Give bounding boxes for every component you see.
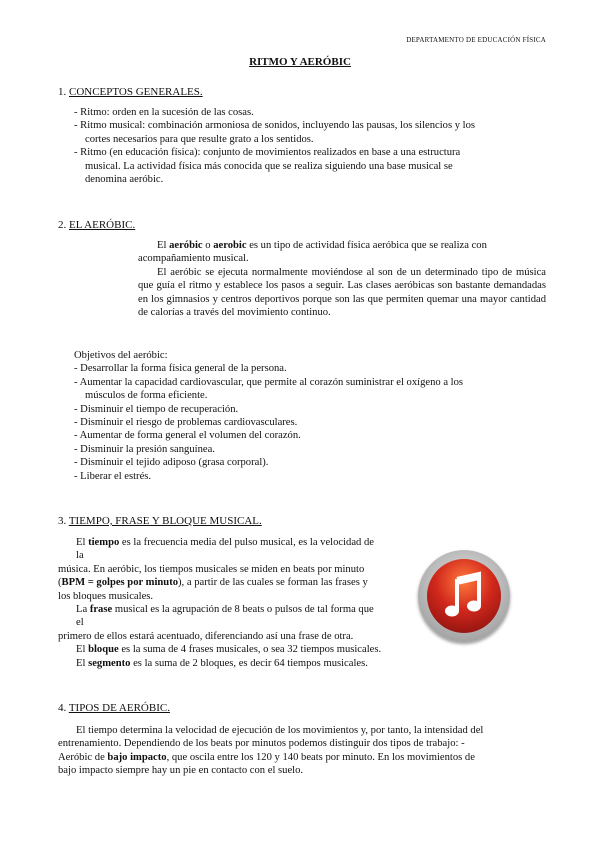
list-item: cortes necesarios para que resulte grato a los sentidos.: [85, 133, 314, 145]
list-item: - Desarrollar la forma física general de la persona.: [74, 363, 287, 375]
paragraph-line: El tiempo determina la velocidad de ejecución de los movimientos y, por tanto, la intensidad del: [76, 725, 484, 736]
section-3-title: TIEMPO, FRASE Y BLOQUE MUSICAL.: [68, 515, 262, 527]
paragraph-line: música. En aeróbic, los tiempos musicales se miden en beats por minuto: [58, 563, 365, 575]
page-header: DEPARTAMENTO DE EDUCACIÓN FÍSICA: [406, 36, 546, 44]
section-3-text-wide: [58, 630, 458, 670]
paragraph-line: El bloque es la suma de 4 frases musicales, o sea 32 tiempos musicales.: [76, 644, 382, 656]
list-item: - Ritmo musical: combinación armoniosa de sonidos, incluyendo las pausas, los silencios y los: [74, 120, 476, 132]
list-item: músculos de forma eficiente.: [85, 390, 208, 402]
paragraph-line: entrenamiento. Dependiendo de los beats por minutos podemos distinguir dos tipos de trabajo: -: [58, 738, 465, 750]
paragraph-line: El tiempo es la frecuencia media del pulso musical, es la velocidad de: [76, 537, 375, 548]
objectives-title: Objetivos del aeróbic:: [74, 350, 168, 361]
list-item: - Aumentar de forma general el volumen del corazón.: [74, 430, 301, 442]
paragraph-line: El segmento es la suma de 2 bloques, es decir 64 tiempos musicales.: [76, 657, 368, 669]
paragraph-line: (BPM = golpes por minuto), a partir de las cuales se forman las frases y: [58, 577, 368, 589]
list-item: - Ritmo (en educación física): conjunto de movimientos realizados en base a una estructura: [74, 147, 461, 159]
section-1-number: 1.: [58, 86, 67, 98]
list-item: - Aumentar la capacidad cardiovascular, que permite al corazón suministrar el oxígeno a los: [74, 376, 464, 388]
list-item: - Ritmo: orden en la sucesión de las cosas.: [74, 107, 254, 118]
section-2-title: EL AERÓBIC.: [69, 219, 136, 231]
list-item: denomina aeróbic.: [85, 174, 164, 186]
list-item: musical. La actividad física más conocida que se realiza siguiendo una base musical se: [85, 160, 453, 172]
section-3-text: [58, 536, 418, 630]
paragraph-line: bajo impacto siempre hay un pie en contacto con el suelo.: [58, 765, 304, 777]
section-4-heading: [58, 702, 170, 714]
section-4-text: [58, 724, 548, 778]
section-3-heading: [58, 515, 262, 527]
section-4-title: TIPOS DE AERÓBIC.: [68, 702, 170, 714]
list-item: - Disminuir el tiempo de recuperación.: [74, 403, 239, 415]
objectives-list: [74, 349, 548, 483]
list-item: - Disminuir la presión sanguínea.: [74, 443, 215, 455]
section-1-heading: [58, 86, 203, 98]
paragraph-line: el: [76, 617, 84, 629]
paragraph-line: los bloques musicales.: [58, 590, 154, 602]
list-item: - Disminuir el tejido adiposo (grasa corporal).: [74, 457, 269, 469]
music-note-icon: [418, 550, 510, 642]
section-2-number: 2.: [58, 219, 67, 231]
section-1-title: CONCEPTOS GENERALES.: [69, 86, 203, 98]
section-1-list: [74, 106, 548, 186]
paragraph-line: acompañamiento musical.: [138, 253, 249, 265]
section-4-number: 4.: [58, 702, 67, 714]
list-item: - Liberar el estrés.: [74, 470, 152, 482]
section-2-paragraphs: [138, 239, 546, 319]
paragraph-line: La frase musical es la agrupación de 8 beats o pulsos de tal forma que: [76, 604, 374, 616]
document-title: RITMO Y AERÓBIC: [249, 56, 351, 68]
paragraph-line: primero de ellos estará acentuado, diferenciando así una frase de otra.: [58, 631, 354, 642]
paragraph-line: la: [76, 550, 84, 562]
section-2-heading: [58, 219, 135, 231]
paragraph-line: Aeróbic de bajo impacto, que oscila entre los 120 y 140 beats por minuto. En los movimientos de: [58, 751, 475, 763]
paragraph-line: El aeróbic o aerobic es un tipo de actividad física aeróbica que se realiza con: [157, 240, 487, 251]
paragraph: El aeróbic se ejecuta normalmente moviéndose al son de un determinado tipo de música que guía el ritmo y establece los pasos a seguir. Las clases aeróbicas son bastante demandadas en los gimnasios y centros deportivos porque son las que permiten quemar una mayor cantidad de calorías a través del movimiento continuo.: [138, 266, 546, 319]
list-item: - Disminuir el riesgo de problemas cardiovasculares.: [74, 417, 298, 429]
section-3-number: 3.: [58, 515, 67, 527]
